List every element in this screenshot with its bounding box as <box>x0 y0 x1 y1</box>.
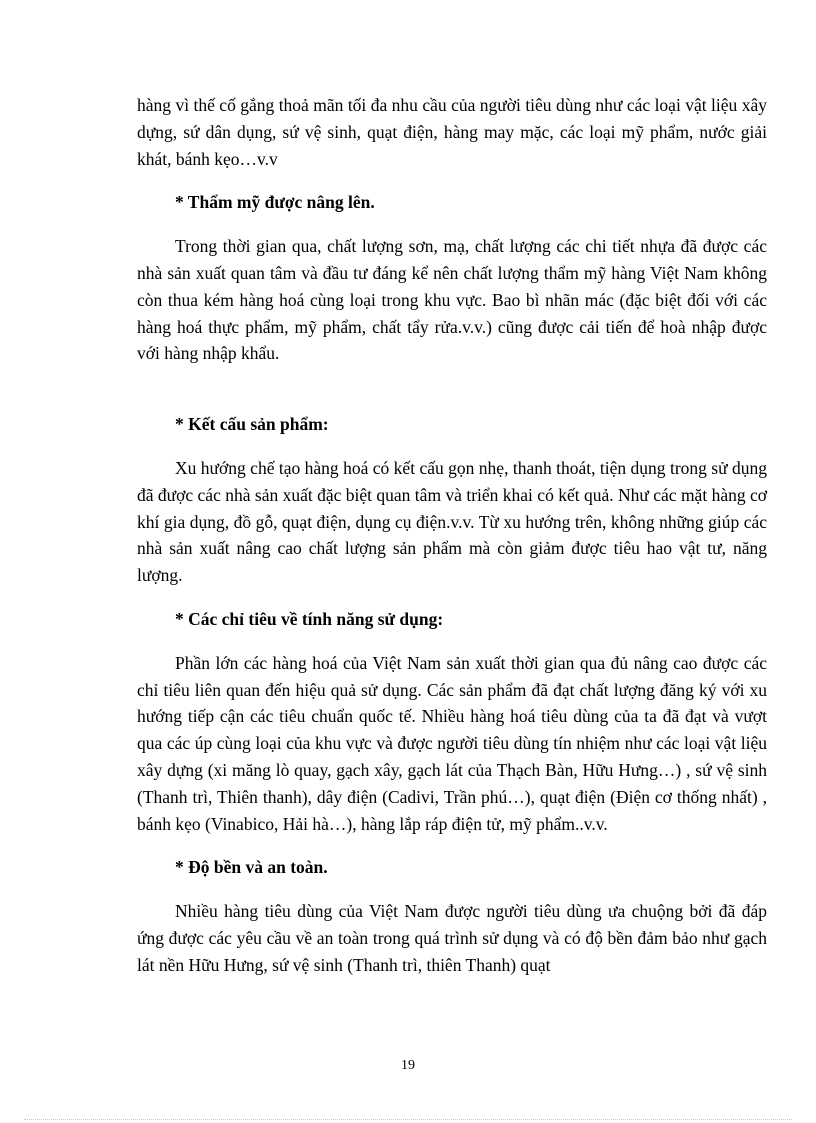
section-heading-durability-safety: * Độ bền và an toàn. <box>175 857 328 878</box>
section-heading-aesthetics: * Thẩm mỹ được nâng lên. <box>175 192 375 213</box>
section-heading-product-structure: * Kết cấu sản phẩm: <box>175 414 329 435</box>
body-paragraph: Trong thời gian qua, chất lượng sơn, mạ, chất lượng các chi tiết nhựa đã được các nhà sản xuất quan tâm và đầu tư đáng kể nên chất lượng thẩm mỹ hàng Việt Nam không còn thua kém hàng hoá cùng loại trong khu vực. Bao bì nhãn mác (đặc biệt đối với các hàng hoá thực phẩm, mỹ phẩm, chất tẩy rửa.v.v.) cũng được cải tiến để hoà nhập được với hàng nhập khẩu. <box>137 236 767 364</box>
section-heading-usage-criteria: * Các chỉ tiêu về tính năng sử dụng: <box>175 608 444 629</box>
body-paragraph: hàng vì thế cố gắng thoả mãn tối đa nhu cầu của người tiêu dùng như các loại vật liệu xây dựng, sứ dân dụng, sứ vệ sinh, quạt điện, hàng may mặc, các loại mỹ phẩm, nước giải khát, bánh kẹo…v.v <box>137 95 767 169</box>
page-body <box>137 92 767 996</box>
body-paragraph: Nhiều hàng tiêu dùng của Việt Nam được người tiêu dùng ưa chuộng bởi đã đáp ứng được các yêu cầu về an toàn trong quá trình sử dụng và có độ bền đảm bảo như gạch lát nền Hữu Hưng, sứ vệ sinh (Thanh trì, thiên Thanh) quạt <box>137 901 767 975</box>
page-number: 19 <box>401 1058 415 1073</box>
body-paragraph: Xu hướng chế tạo hàng hoá có kết cấu gọn nhẹ, thanh thoát, tiện dụng trong sử dụng đã được các nhà sản xuất đặc biệt quan tâm và triển khai có kết quả. Như các mặt hàng cơ khí gia dụng, đồ gỗ, quạt điện, dụng cụ điện.v.v. Từ xu hướng trên, không những giúp các nhà sản xuất nâng cao chất lượng sản phẩm mà còn giảm được tiêu hao vật tư, năng lượng. <box>137 457 767 586</box>
footer-divider <box>24 1119 792 1120</box>
body-paragraph: Phần lớn các hàng hoá của Việt Nam sản xuất thời gian qua đủ nâng cao được các chỉ tiêu liên quan đến hiệu quả sử dụng. Các sản phẩm đã đạt chất lượng đăng ký với xu hướng tiếp cận các tiêu chuẩn quốc tế. Nhiều hàng hoá tiêu dùng của ta đã đạt và vượt qua các úp cùng loại của khu vực và được người tiêu dùng tín nhiệm như các loại vật liệu xây dựng (xi măng lò quay, gạch xây, gạch lát của Thạch Bàn, Hữu Hưng…) , sứ vệ sinh (Thanh trì, Thiên thanh), dây điện (Cadivi, Trần phú…), quạt điện (Điện cơ thống nhất) , bánh kẹo (Vinabico, Hải hà…), hàng lắp ráp điện tử, mỹ phẩm..v.v. <box>137 652 767 834</box>
